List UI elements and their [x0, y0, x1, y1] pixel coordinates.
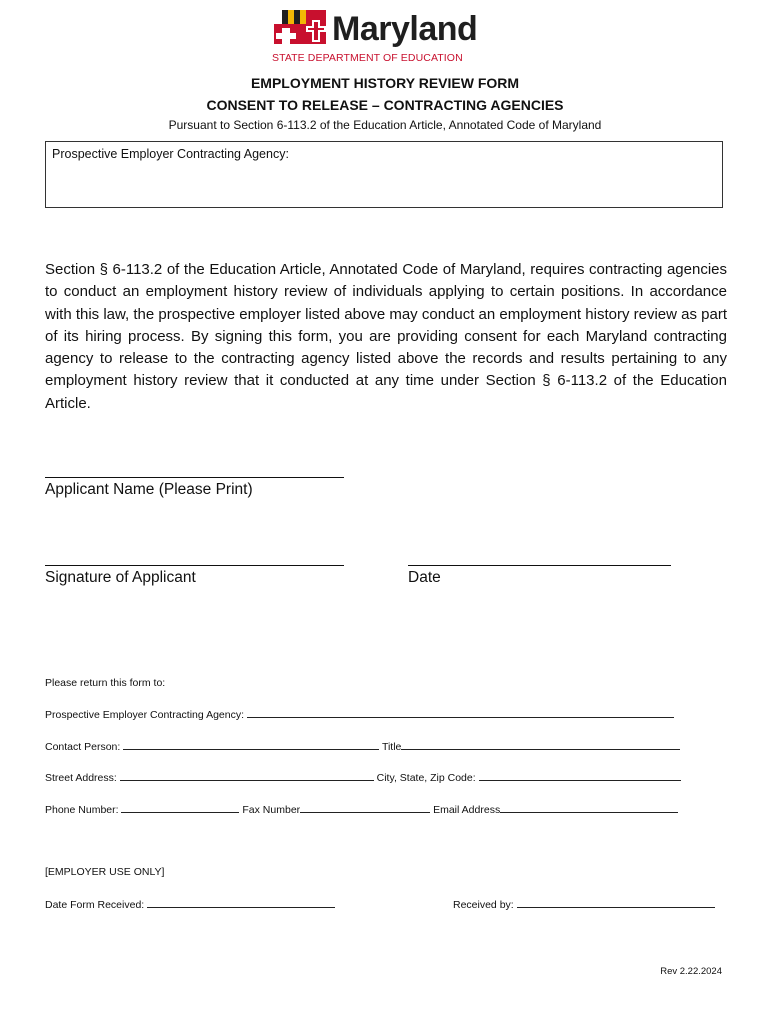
city-field[interactable] — [479, 771, 681, 781]
date-label: Date — [408, 569, 441, 586]
logo-wordmark: Maryland — [332, 10, 478, 48]
received-by-field[interactable] — [517, 898, 715, 908]
street-field[interactable] — [120, 771, 374, 781]
email-field[interactable] — [500, 803, 678, 813]
street-label: Street Address: — [45, 772, 117, 784]
contact-row — [45, 740, 680, 753]
title-label: Title — [381, 741, 402, 753]
fax-label: Fax Number — [242, 804, 301, 816]
mary-logo — [272, 8, 492, 68]
revision-label: Rev 2.22.2024 — [660, 966, 722, 977]
city-label: City, State, Zip Code: — [376, 772, 476, 784]
phone-row — [45, 803, 678, 816]
consent-paragraph: Section § 6-113.2 of the Education Article, Annotated Code of Maryland, requires contracting agencies to conduct an employment history review of individuals applying to certain positions. In accordance with this law, the prospective employer listed above may conduct an employment history review as part of its hiring process. By signing this form, you are providing consent for each Maryland contracting agency to release to the contracting agency listed above the records and results pertaining to any employment history review that it conducted at any time under Section § 6-113.2 of the Education Article. — [45, 261, 727, 412]
signature-line[interactable] — [45, 565, 344, 566]
form-subtitle-consent: CONSENT TO RELEASE – CONTRACTING AGENCIES — [206, 97, 564, 113]
contact-field[interactable] — [123, 740, 379, 750]
date-received-row — [45, 898, 335, 911]
signature-label: Signature of Applicant — [45, 569, 196, 586]
applicant-name-label: Applicant Name (Please Print) — [45, 481, 253, 498]
contact-label: Contact Person: — [45, 741, 121, 753]
agency-input-box[interactable] — [45, 141, 723, 208]
applicant-name-line[interactable] — [45, 477, 344, 478]
phone-label: Phone Number: — [45, 804, 119, 816]
date-line[interactable] — [408, 565, 671, 566]
return-agency-label: Prospective Employer Contracting Agency: — [45, 709, 245, 721]
fax-field[interactable] — [300, 803, 430, 813]
logo-department: STATE DEPARTMENT OF EDUCATION — [272, 52, 463, 64]
address-row — [45, 771, 681, 784]
statute-reference: Pursuant to Section 6-113.2 of the Education Article, Annotated Code of Maryland — [168, 118, 602, 132]
form-title: EMPLOYMENT HISTORY REVIEW FORM — [250, 75, 520, 91]
received-by-row — [453, 898, 715, 911]
email-label: Email Address — [433, 804, 501, 816]
maryland-flag-icon — [272, 8, 328, 46]
date-received-field[interactable] — [147, 898, 335, 908]
return-agency-row — [45, 708, 674, 721]
received-by-label: Received by: — [453, 899, 514, 911]
date-received-label: Date Form Received: — [45, 899, 145, 911]
phone-field[interactable] — [121, 803, 239, 813]
employer-use-heading: [EMPLOYER USE ONLY] — [45, 866, 165, 878]
return-intro: Please return this form to: — [45, 677, 166, 689]
title-field[interactable] — [401, 740, 680, 750]
agency-box-label: Prospective Employer Contracting Agency: — [52, 147, 289, 161]
return-agency-field[interactable] — [247, 708, 674, 718]
